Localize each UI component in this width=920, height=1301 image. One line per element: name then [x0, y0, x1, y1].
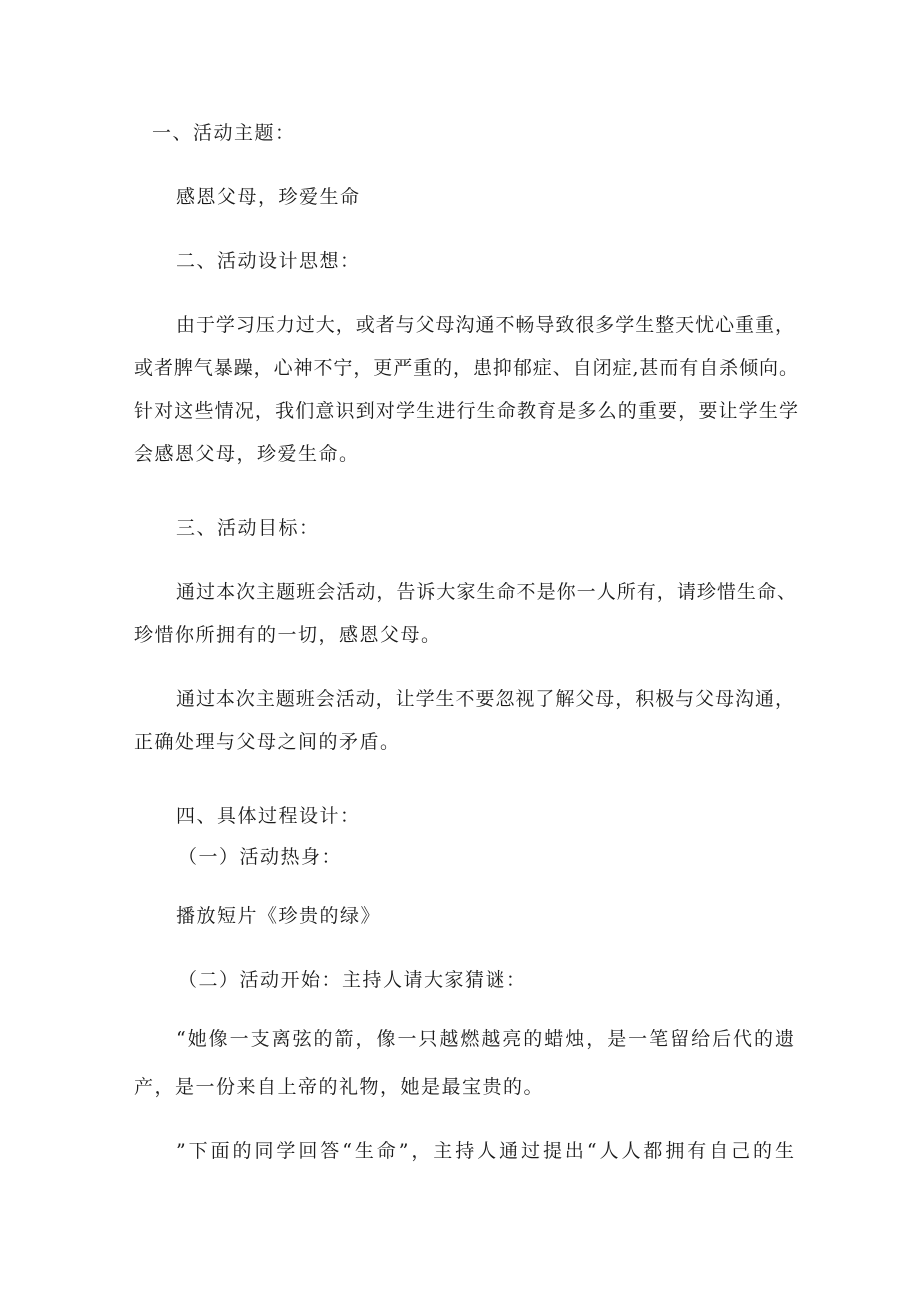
- paragraph-line: 通过本次主题班会活动，让学生不要忽视了解父母，积极与父母沟通，: [176, 688, 794, 710]
- paragraph-line: 正确处理与父母之间的矛盾。: [134, 731, 401, 753]
- section-body-1: 感恩父母，珍爱生命: [176, 186, 361, 208]
- paragraph-line: 会感恩父母，珍爱生命。: [134, 443, 360, 465]
- section-heading-1: 一、活动主题：: [152, 122, 296, 144]
- paragraph-line: ”下面的同学回答“生命”，主持人通过提出“人人都拥有自己的生: [176, 1140, 794, 1162]
- paragraph-line: 播放短片《珍贵的绿》: [176, 905, 382, 927]
- section-heading-3: 三、活动目标：: [176, 517, 320, 539]
- paragraph-line: 产，是一份来自上帝的礼物，她是最宝贵的。: [134, 1076, 545, 1098]
- subheading: （二）活动开始：主持人请大家猜谜：: [178, 969, 527, 991]
- paragraph-line: 通过本次主题班会活动，告诉大家生命不是你一人所有，请珍惜生命、: [176, 581, 796, 603]
- section-heading-4: 四、具体过程设计：: [176, 805, 361, 827]
- paragraph-line: 或者脾气暴躁，心神不宁，更严重的，患抑郁症、自闭症,甚而有自杀倾向。: [134, 357, 798, 379]
- paragraph-line: 珍惜你所拥有的一切，感恩父母。: [134, 624, 442, 646]
- paragraph-line: 由于学习压力过大，或者与父母沟通不畅导致很多学生整天忧心重重，: [176, 314, 794, 336]
- section-heading-2: 二、活动设计思想：: [176, 250, 361, 272]
- paragraph-line: 针对这些情况，我们意识到对学生进行生命教育是多么的重要，要让学生学: [134, 400, 798, 422]
- subheading: （一）活动热身：: [178, 846, 343, 868]
- paragraph-line: “她像一支离弦的箭，像一只越燃越亮的蜡烛，是一笔留给后代的遗: [176, 1028, 794, 1050]
